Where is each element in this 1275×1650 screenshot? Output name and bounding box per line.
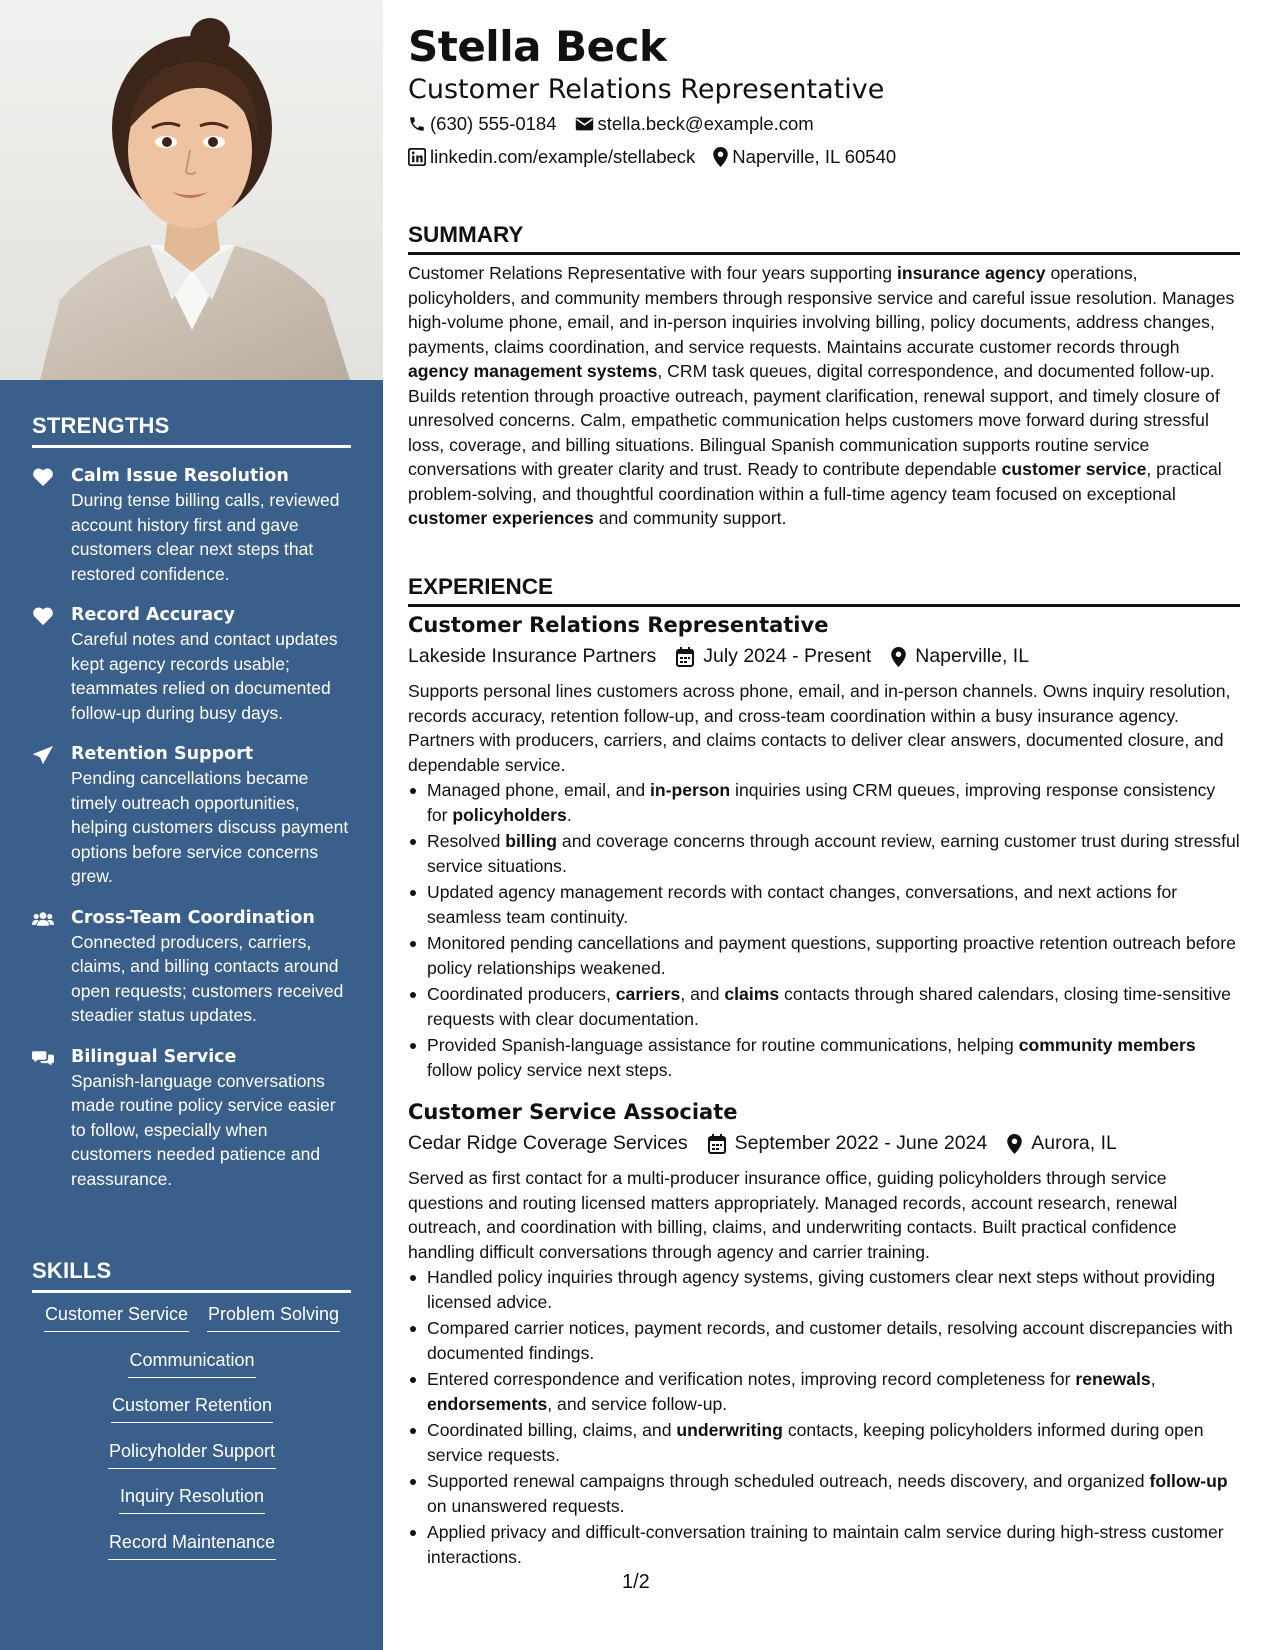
contact-line-1 — [408, 113, 832, 135]
location-contact — [713, 146, 896, 168]
highlighted-keyword: carriers — [615, 984, 681, 1004]
strength-item — [32, 1045, 352, 1192]
experience-heading: EXPERIENCE — [408, 574, 1240, 607]
text-segment: Entered correspondence and verification notes, improving record completeness for — [427, 1369, 1076, 1389]
strength-title: Cross-Team Coordination — [71, 907, 315, 928]
linkedin-text: linkedin.com/example/stellabeck — [430, 146, 696, 167]
text-segment: Updated agency management records with contact changes, conversations, and next actions for seamless team continuity. — [427, 882, 1178, 927]
text-segment: Applied privacy and difficult-conversation training to maintain calm service during high-stress customer interactions. — [427, 1522, 1224, 1567]
strength-description: Pending cancellations became timely outreach opportunities, helping customers discuss payment options before service concerns grew. — [71, 768, 349, 886]
phone-icon — [408, 115, 426, 133]
calendar-icon — [708, 1134, 726, 1154]
highlighted-keyword: customer experiences — [408, 508, 594, 528]
strength-item — [32, 603, 352, 725]
skill-tag: Customer Service — [44, 1302, 189, 1332]
bullet-item — [408, 1469, 1240, 1518]
job-title: Customer Relations Representative — [408, 613, 829, 637]
linkedin-icon — [408, 148, 426, 166]
email-text: stella.beck@example.com — [597, 113, 814, 134]
text-segment: follow policy service next steps. — [427, 1059, 673, 1080]
text-segment: inquiries using CRM queues, improving response consistency for — [427, 780, 1216, 825]
strength-title: Bilingual Service — [71, 1046, 237, 1067]
strength-item — [32, 742, 352, 889]
text-segment: , — [1150, 1369, 1156, 1389]
skills-list — [32, 1302, 352, 1575]
text-segment: operations, policyholders, and community members through responsive service and careful issue resolution. Manages high-volume phone, email, and in-person inquiries involving billing, policy documents, address changes, payments, claims coordination, and service requests. Maintains accurate customer records through — [408, 263, 1235, 357]
candidate-name: Stella Beck — [408, 22, 667, 71]
text-segment: , and service follow-up. — [547, 1393, 728, 1414]
portrait-illustration — [0, 0, 383, 380]
text-segment: Resolved — [427, 831, 506, 851]
text-segment: , and — [680, 984, 725, 1004]
strength-description: Connected producers, carriers, claims, and billing contacts around open requests; customers received steadier status updates. — [71, 931, 344, 1025]
job-location: Naperville, IL — [915, 645, 1030, 667]
contact-line-2 — [408, 146, 914, 168]
phone-contact[interactable] — [408, 113, 557, 135]
text-segment: Handled policy inquiries through agency systems, giving customers clear next steps without providing licensed advice. — [427, 1267, 1216, 1312]
skills-heading: SKILLS — [32, 1258, 351, 1293]
highlighted-keyword: policyholders — [452, 804, 567, 825]
text-segment: contacts, keeping policyholders informed during open service requests. — [427, 1420, 1204, 1465]
highlighted-keyword: agency management systems — [408, 361, 658, 381]
highlighted-keyword: renewals — [1075, 1369, 1151, 1389]
skill-tag: Customer Retention — [111, 1393, 273, 1423]
skill-tag: Inquiry Resolution — [119, 1484, 265, 1514]
strength-description: Spanish-language conversations made routine policy service easier to follow, especially when customers needed patience and reassurance. — [71, 1070, 336, 1189]
job-meta — [408, 1132, 1117, 1155]
heart-icon — [32, 606, 54, 626]
job-meta — [408, 645, 1029, 668]
skills-row — [32, 1484, 352, 1530]
highlighted-keyword: underwriting — [676, 1420, 783, 1440]
chat-bubbles-icon — [32, 1048, 54, 1068]
bullet-item — [408, 1520, 1240, 1569]
phone-text: (630) 555-0184 — [430, 113, 557, 134]
strength-title: Record Accuracy — [71, 605, 235, 625]
map-pin-icon — [1007, 1134, 1022, 1154]
highlighted-keyword: follow-up — [1149, 1471, 1228, 1491]
bullet-item — [408, 982, 1240, 1031]
map-pin-icon — [891, 647, 906, 667]
bullet-item — [408, 778, 1240, 827]
text-segment: Monitored pending cancellations and payment questions, supporting proactive retention outreach before policy relationships weakened. — [427, 933, 1236, 978]
job-bullets — [408, 778, 1240, 1084]
bullet-item — [408, 880, 1240, 929]
strength-title: Retention Support — [71, 744, 254, 764]
bullet-item — [408, 1316, 1240, 1365]
strength-description: During tense billing calls, reviewed account history first and gave customers clear next steps that restored confidence. — [71, 490, 340, 584]
job-location: Aurora, IL — [1031, 1132, 1117, 1154]
linkedin-contact[interactable] — [408, 146, 695, 168]
highlighted-keyword: customer service — [1001, 459, 1147, 479]
email-contact[interactable] — [575, 113, 814, 135]
text-segment: Supported renewal campaigns through scheduled outreach, needs discovery, and organized — [427, 1471, 1150, 1491]
highlighted-keyword: billing — [505, 831, 558, 851]
paper-plane-icon — [32, 745, 54, 765]
strength-description: Careful notes and contact updates kept agency records usable; teammates relied on documented follow-up during busy days. — [71, 629, 338, 723]
text-segment: on unanswered requests. — [427, 1495, 625, 1516]
text-segment: . — [566, 804, 572, 825]
profile-photo — [0, 0, 383, 380]
job-company: Cedar Ridge Coverage Services — [408, 1132, 688, 1154]
candidate-title: Customer Relations Representative — [408, 74, 885, 105]
bullet-item — [408, 1418, 1240, 1467]
text-segment: , practical problem-solving, and thoughtful coordination within a full-time agency team focused on exceptional — [408, 459, 1222, 504]
skill-tag: Policyholder Support — [108, 1439, 276, 1469]
text-segment: Coordinated billing, claims, and — [427, 1420, 677, 1440]
page-number: 1/2 — [622, 1571, 650, 1593]
bullet-item — [408, 1367, 1240, 1416]
location-text: Naperville, IL 60540 — [732, 146, 897, 167]
job-dates: July 2024 - Present — [703, 645, 872, 667]
job-company: Lakeside Insurance Partners — [408, 645, 657, 667]
users-icon — [32, 909, 54, 929]
strength-item — [32, 906, 352, 1028]
skill-tag: Communication — [128, 1348, 255, 1378]
highlighted-keyword: claims — [724, 984, 780, 1004]
strength-item — [32, 464, 352, 586]
job-description: Supports personal lines customers across phone, email, and in-person channels. Owns inquiry resolution, records accuracy, retention follow-up, and cross-team coordination within a busy insurance agency. Partners with producers, carriers, and claims contacts to deliver clear answers, documented closure, and dependable service. — [408, 681, 1231, 775]
job-bullets — [408, 1265, 1240, 1571]
job-title: Customer Service Associate — [408, 1100, 738, 1124]
highlighted-keyword: community members — [1018, 1035, 1196, 1055]
bullet-item — [408, 1265, 1240, 1314]
map-pin-icon — [713, 147, 728, 167]
text-segment: Managed phone, email, and — [427, 780, 651, 800]
text-segment: Customer Relations Representative with four years supporting — [408, 263, 897, 283]
text-segment: and community support. — [593, 508, 787, 528]
highlighted-keyword: in-person — [650, 780, 731, 800]
skills-row — [32, 1439, 352, 1485]
skill-tag: Record Maintenance — [108, 1530, 276, 1560]
skills-row — [32, 1348, 352, 1394]
bullet-item — [408, 829, 1240, 878]
skill-tag: Problem Solving — [207, 1302, 340, 1332]
highlighted-keyword: endorsements — [427, 1393, 548, 1414]
summary-heading: SUMMARY — [408, 222, 1240, 255]
heart-icon — [32, 467, 54, 487]
strengths-list — [32, 464, 352, 1208]
bullet-item — [408, 1033, 1240, 1082]
bullet-item — [408, 931, 1240, 980]
job-description: Served as first contact for a multi-producer insurance office, guiding policyholders through service questions and routing licensed matters appropriately. Managed records, account research, renewal outreach, and coordination with billing, claims, and underwriting contacts. Built practical confidence handling difficult conversations through agency and carrier training. — [408, 1168, 1178, 1262]
sidebar — [0, 0, 383, 1650]
text-segment: Provided Spanish-language assistance for routine communications, helping — [427, 1035, 1019, 1055]
text-segment: and coverage concerns through account review, earning customer trust during stressful service situations. — [427, 831, 1240, 876]
job-dates: September 2022 - June 2024 — [734, 1132, 988, 1154]
strength-title: Calm Issue Resolution — [71, 466, 289, 486]
highlighted-keyword: insurance agency — [896, 263, 1046, 283]
text-segment: , CRM task queues, digital correspondence, and documented follow-up. Builds retention through proactive outreach, payment clarification, renewal support, and timely closure of unresolved concerns. Calm, empathetic communication helps customers move forward during stressful loss, coverage, and billing situations. Bilingual Spanish communication supports routine service conversations with greater clarity and trust. Ready to contribute dependable — [408, 361, 1220, 479]
text-segment: Coordinated producers, — [427, 984, 616, 1004]
skills-row — [32, 1530, 352, 1576]
text-segment: contacts through shared calendars, closing time-sensitive requests with clear documentation. — [427, 984, 1231, 1029]
strengths-heading: STRENGTHS — [32, 413, 351, 448]
skills-row — [32, 1393, 352, 1439]
text-segment: Compared carrier notices, payment records, and customer details, resolving account discrepancies with documented findings. — [427, 1318, 1233, 1363]
envelope-icon — [575, 116, 594, 132]
skills-row — [32, 1302, 352, 1348]
summary-text — [408, 261, 1240, 531]
calendar-icon — [676, 647, 694, 667]
